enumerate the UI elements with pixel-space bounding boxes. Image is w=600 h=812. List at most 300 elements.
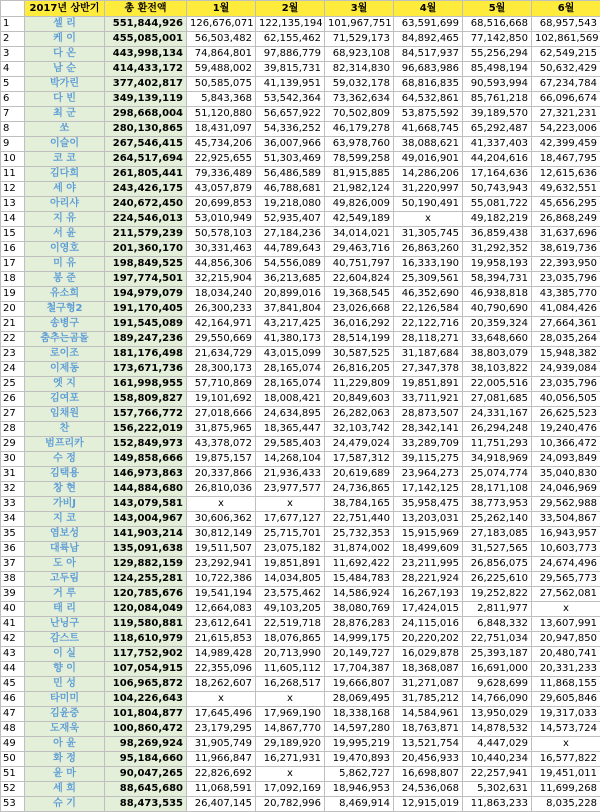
monthly-amount-cell: 126,676,071 <box>187 17 256 32</box>
monthly-amount-cell: 13,521,754 <box>394 737 463 752</box>
rank-cell: 15 <box>1 227 25 242</box>
monthly-amount-cell: 16,698,807 <box>394 767 463 782</box>
monthly-amount-cell: x <box>256 497 325 512</box>
monthly-amount-cell: 16,691,000 <box>463 662 532 677</box>
monthly-amount-cell: 26,856,075 <box>463 557 532 572</box>
monthly-amount-cell: 34,918,969 <box>463 452 532 467</box>
streamer-name-cell: 김여포 <box>25 392 105 407</box>
monthly-amount-cell: 14,034,805 <box>256 572 325 587</box>
monthly-amount-cell: 52,935,407 <box>256 212 325 227</box>
total-amount-cell: 551,844,926 <box>105 17 187 32</box>
monthly-amount-cell: 26,294,248 <box>463 422 532 437</box>
total-amount-cell: 119,580,881 <box>105 617 187 632</box>
monthly-amount-cell: 14,867,770 <box>256 722 325 737</box>
monthly-amount-cell: 9,628,699 <box>463 677 532 692</box>
monthly-amount-cell: 11,868,155 <box>532 677 600 692</box>
monthly-amount-cell: 22,751,440 <box>325 512 394 527</box>
total-amount-cell: 349,139,119 <box>105 92 187 107</box>
monthly-amount-cell: 10,440,234 <box>463 752 532 767</box>
monthly-amount-cell: 25,715,701 <box>256 527 325 542</box>
monthly-amount-cell: 28,069,495 <box>325 692 394 707</box>
total-amount-cell: 161,998,955 <box>105 377 187 392</box>
monthly-amount-cell: 19,511,507 <box>187 542 256 557</box>
monthly-amount-cell: 84,892,465 <box>394 32 463 47</box>
monthly-amount-cell: 22,355,096 <box>187 662 256 677</box>
rank-cell: 5 <box>1 77 25 92</box>
rank-cell: 41 <box>1 617 25 632</box>
monthly-amount-cell: 19,541,194 <box>187 587 256 602</box>
monthly-amount-cell: 31,785,212 <box>394 692 463 707</box>
streamer-name-cell: 범프리카 <box>25 437 105 452</box>
streamer-name-cell: 지 코 <box>25 512 105 527</box>
streamer-name-cell: 슈 기 <box>25 797 105 812</box>
monthly-amount-cell: 13,203,031 <box>394 512 463 527</box>
monthly-amount-cell: 28,342,141 <box>394 422 463 437</box>
monthly-amount-cell: 10,722,386 <box>187 572 256 587</box>
monthly-amount-cell: 29,463,716 <box>325 242 394 257</box>
monthly-amount-cell: 64,532,861 <box>394 92 463 107</box>
monthly-amount-cell: 27,347,378 <box>394 362 463 377</box>
rank-cell: 3 <box>1 47 25 62</box>
table-row <box>1 482 600 497</box>
monthly-amount-cell: 68,816,835 <box>394 77 463 92</box>
monthly-amount-cell: 38,619,736 <box>532 242 600 257</box>
monthly-amount-cell: 21,634,729 <box>187 347 256 362</box>
streamer-name-cell: 다 빈 <box>25 92 105 107</box>
streamer-name-cell: 지 유 <box>25 212 105 227</box>
table-row <box>1 362 600 377</box>
streamer-name-cell: 송병구 <box>25 317 105 332</box>
monthly-amount-cell: 42,164,971 <box>187 317 256 332</box>
monthly-amount-cell: 28,035,264 <box>532 332 600 347</box>
monthly-amount-cell: 26,625,523 <box>532 407 600 422</box>
rank-cell: 1 <box>1 17 25 32</box>
total-amount-cell: 198,849,525 <box>105 257 187 272</box>
streamer-name-cell: 수 정 <box>25 452 105 467</box>
monthly-amount-cell: 26,300,233 <box>187 302 256 317</box>
monthly-amount-cell: 77,142,850 <box>463 32 532 47</box>
monthly-amount-cell: 17,969,190 <box>256 707 325 722</box>
total-amount-cell: 201,360,170 <box>105 242 187 257</box>
monthly-amount-cell: 40,751,797 <box>325 257 394 272</box>
table-row <box>1 332 600 347</box>
monthly-amount-cell: 29,605,846 <box>532 692 600 707</box>
monthly-amount-cell: 23,964,273 <box>394 467 463 482</box>
monthly-amount-cell: 79,336,489 <box>187 167 256 182</box>
monthly-amount-cell: 18,008,421 <box>256 392 325 407</box>
monthly-amount-cell: 31,292,352 <box>463 242 532 257</box>
monthly-amount-cell: 8,035,228 <box>532 797 600 812</box>
monthly-amount-cell: 16,267,193 <box>394 587 463 602</box>
monthly-amount-cell: 50,578,103 <box>187 227 256 242</box>
monthly-amount-cell: 17,645,496 <box>187 707 256 722</box>
total-amount-cell: 240,672,450 <box>105 197 187 212</box>
monthly-amount-cell: 26,863,260 <box>394 242 463 257</box>
monthly-amount-cell: 51,120,880 <box>187 107 256 122</box>
monthly-amount-cell: 50,585,075 <box>187 77 256 92</box>
monthly-amount-cell: 4,447,029 <box>463 737 532 752</box>
table-row <box>1 197 600 212</box>
monthly-amount-cell: 39,115,275 <box>394 452 463 467</box>
monthly-amount-cell: 19,666,807 <box>325 677 394 692</box>
table-row <box>1 257 600 272</box>
monthly-amount-cell: 12,664,083 <box>187 602 256 617</box>
monthly-amount-cell: 21,615,853 <box>187 632 256 647</box>
monthly-amount-cell: 31,220,997 <box>394 182 463 197</box>
monthly-amount-cell: 16,577,822 <box>532 752 600 767</box>
total-amount-cell: 158,809,827 <box>105 392 187 407</box>
monthly-amount-cell: 18,946,953 <box>325 782 394 797</box>
monthly-amount-cell: 5,843,368 <box>187 92 256 107</box>
total-amount-cell: 157,766,772 <box>105 407 187 422</box>
monthly-amount-cell: 28,165,074 <box>256 377 325 392</box>
table-row <box>1 122 600 137</box>
monthly-amount-cell: 22,751,034 <box>463 632 532 647</box>
monthly-amount-cell: 59,032,178 <box>325 77 394 92</box>
rank-cell: 51 <box>1 767 25 782</box>
monthly-amount-cell: 70,502,809 <box>325 107 394 122</box>
monthly-amount-cell: 10,366,472 <box>532 437 600 452</box>
total-amount-cell: 124,255,281 <box>105 572 187 587</box>
rank-cell: 4 <box>1 62 25 77</box>
table-row <box>1 707 600 722</box>
monthly-amount-cell: 38,803,079 <box>463 347 532 362</box>
total-amount-cell: 280,130,865 <box>105 122 187 137</box>
monthly-amount-cell: 23,035,796 <box>532 272 600 287</box>
monthly-amount-cell: 19,252,822 <box>463 587 532 602</box>
rank-cell: 13 <box>1 197 25 212</box>
monthly-amount-cell: 32,103,742 <box>325 422 394 437</box>
monthly-amount-cell: 31,905,749 <box>187 737 256 752</box>
monthly-amount-cell: 21,982,124 <box>325 182 394 197</box>
monthly-amount-cell: 38,103,822 <box>463 362 532 377</box>
rank-cell: 48 <box>1 722 25 737</box>
total-amount-cell: 88,473,535 <box>105 797 187 812</box>
table-row <box>1 797 600 812</box>
monthly-amount-cell: 26,225,610 <box>463 572 532 587</box>
rank-cell: 49 <box>1 737 25 752</box>
total-amount-cell: 298,668,004 <box>105 107 187 122</box>
rank-cell: 35 <box>1 527 25 542</box>
monthly-amount-cell: 15,915,969 <box>394 527 463 542</box>
rank-cell: 30 <box>1 452 25 467</box>
monthly-amount-cell: 27,081,685 <box>463 392 532 407</box>
total-amount-cell: 377,402,817 <box>105 77 187 92</box>
monthly-amount-cell: 59,488,002 <box>187 62 256 77</box>
monthly-amount-cell: 18,467,795 <box>532 152 600 167</box>
table-row <box>1 32 600 47</box>
monthly-amount-cell: 32,215,904 <box>187 272 256 287</box>
streamer-name-cell: 이슬이 <box>25 137 105 152</box>
table-row <box>1 752 600 767</box>
rank-cell: 36 <box>1 542 25 557</box>
monthly-amount-cell: 54,336,252 <box>256 122 325 137</box>
monthly-amount-cell: 11,229,809 <box>325 377 394 392</box>
monthly-amount-cell: 78,599,258 <box>325 152 394 167</box>
monthly-amount-cell: 24,634,895 <box>256 407 325 422</box>
monthly-amount-cell: 46,938,818 <box>463 287 532 302</box>
total-amount-cell: 267,546,415 <box>105 137 187 152</box>
rank-cell: 32 <box>1 482 25 497</box>
monthly-amount-cell: 49,103,205 <box>256 602 325 617</box>
rank-cell: 50 <box>1 752 25 767</box>
monthly-amount-cell: 101,967,751 <box>325 17 394 32</box>
monthly-amount-cell: 68,957,543 <box>532 17 600 32</box>
monthly-amount-cell: 5,302,631 <box>463 782 532 797</box>
monthly-amount-cell: 17,092,169 <box>256 782 325 797</box>
rank-cell: 7 <box>1 107 25 122</box>
rank-cell: 34 <box>1 512 25 527</box>
streamer-name-cell: 아 윤 <box>25 737 105 752</box>
streamer-name-cell: 엣 지 <box>25 377 105 392</box>
monthly-amount-cell: 62,549,215 <box>532 47 600 62</box>
rank-cell: 19 <box>1 287 25 302</box>
monthly-amount-cell: 49,632,551 <box>532 182 600 197</box>
total-amount-cell: 120,084,049 <box>105 602 187 617</box>
monthly-amount-cell: 18,262,607 <box>187 677 256 692</box>
month-header-feb: 2월 <box>256 1 325 17</box>
monthly-amount-cell: 68,516,668 <box>463 17 532 32</box>
rank-cell: 21 <box>1 317 25 332</box>
monthly-amount-cell: 50,190,491 <box>394 197 463 212</box>
monthly-amount-cell: 36,016,292 <box>325 317 394 332</box>
monthly-amount-cell: 19,240,476 <box>532 422 600 437</box>
monthly-amount-cell: 53,542,364 <box>256 92 325 107</box>
monthly-amount-cell: 18,368,087 <box>394 662 463 677</box>
streamer-name-cell: 로이조 <box>25 347 105 362</box>
monthly-amount-cell: 29,550,669 <box>187 332 256 347</box>
monthly-amount-cell: 22,126,584 <box>394 302 463 317</box>
monthly-amount-cell: 11,966,847 <box>187 752 256 767</box>
monthly-amount-cell: 43,057,879 <box>187 182 256 197</box>
total-amount-cell: 146,973,863 <box>105 467 187 482</box>
monthly-amount-cell: 33,504,867 <box>532 512 600 527</box>
table-row <box>1 287 600 302</box>
total-amount-cell: 181,176,498 <box>105 347 187 362</box>
monthly-amount-cell: 22,393,950 <box>532 257 600 272</box>
total-amount-cell: 211,579,239 <box>105 227 187 242</box>
table-row <box>1 467 600 482</box>
monthly-amount-cell: 18,365,447 <box>256 422 325 437</box>
total-amount-cell: 107,054,915 <box>105 662 187 677</box>
monthly-amount-cell: 14,766,090 <box>463 692 532 707</box>
rank-cell: 38 <box>1 572 25 587</box>
rank-cell: 42 <box>1 632 25 647</box>
monthly-amount-cell: 54,556,089 <box>256 257 325 272</box>
rank-cell: 29 <box>1 437 25 452</box>
monthly-amount-cell: 16,029,878 <box>394 647 463 662</box>
monthly-amount-cell: x <box>256 767 325 782</box>
monthly-amount-cell: 25,393,187 <box>463 647 532 662</box>
monthly-amount-cell: 23,035,796 <box>532 377 600 392</box>
monthly-amount-cell: 28,514,199 <box>325 332 394 347</box>
monthly-amount-cell: 27,664,361 <box>532 317 600 332</box>
monthly-amount-cell: 23,292,941 <box>187 557 256 572</box>
streamer-name-cell: 찬 <box>25 422 105 437</box>
monthly-amount-cell: 55,081,722 <box>463 197 532 212</box>
monthly-amount-cell: 18,763,871 <box>394 722 463 737</box>
monthly-amount-cell: 43,378,072 <box>187 437 256 452</box>
monthly-amount-cell: 19,851,891 <box>256 557 325 572</box>
monthly-amount-cell: 43,385,770 <box>532 287 600 302</box>
monthly-amount-cell: x <box>256 692 325 707</box>
monthly-amount-cell: x <box>394 212 463 227</box>
table-row <box>1 497 600 512</box>
monthly-amount-cell: 71,529,173 <box>325 32 394 47</box>
monthly-amount-cell: 54,223,006 <box>532 122 600 137</box>
monthly-amount-cell: 40,056,505 <box>532 392 600 407</box>
monthly-amount-cell: 18,338,168 <box>325 707 394 722</box>
monthly-amount-cell: 25,732,353 <box>325 527 394 542</box>
rank-cell: 10 <box>1 152 25 167</box>
streamer-name-cell: 대륙남 <box>25 542 105 557</box>
total-amount-cell: 156,222,019 <box>105 422 187 437</box>
monthly-amount-cell: 33,289,709 <box>394 437 463 452</box>
total-amount-cell: 443,998,134 <box>105 47 187 62</box>
rank-cell: 18 <box>1 272 25 287</box>
monthly-amount-cell: 13,950,029 <box>463 707 532 722</box>
streamer-name-cell: 봉 준 <box>25 272 105 287</box>
table-row <box>1 602 600 617</box>
rank-cell: 14 <box>1 212 25 227</box>
total-amount-cell: 189,247,236 <box>105 332 187 347</box>
monthly-amount-cell: 20,331,233 <box>532 662 600 677</box>
monthly-amount-cell: 122,135,194 <box>256 17 325 32</box>
total-amount-cell: 414,433,172 <box>105 62 187 77</box>
monthly-amount-cell: 25,074,774 <box>463 467 532 482</box>
monthly-amount-cell: 20,899,016 <box>256 287 325 302</box>
monthly-amount-cell: 26,407,145 <box>187 797 256 812</box>
monthly-amount-cell: 46,352,690 <box>394 287 463 302</box>
monthly-amount-cell: 17,587,312 <box>325 452 394 467</box>
streamer-name-cell: 최 군 <box>25 107 105 122</box>
monthly-amount-cell: 18,499,609 <box>394 542 463 557</box>
monthly-amount-cell: 19,995,219 <box>325 737 394 752</box>
monthly-amount-cell: 27,183,085 <box>463 527 532 542</box>
rank-cell: 46 <box>1 692 25 707</box>
monthly-amount-cell: 49,016,901 <box>394 152 463 167</box>
table-row <box>1 722 600 737</box>
monthly-amount-cell: 24,736,865 <box>325 482 394 497</box>
monthly-amount-cell: 41,668,745 <box>394 122 463 137</box>
monthly-amount-cell: 14,878,532 <box>463 722 532 737</box>
monthly-amount-cell: x <box>532 602 600 617</box>
monthly-amount-cell: 36,213,685 <box>256 272 325 287</box>
streamer-name-cell: 임채원 <box>25 407 105 422</box>
monthly-amount-cell: 12,915,019 <box>394 797 463 812</box>
monthly-amount-cell: 19,851,891 <box>394 377 463 392</box>
monthly-amount-cell: 19,958,193 <box>463 257 532 272</box>
monthly-amount-cell: 14,286,206 <box>394 167 463 182</box>
streamer-name-cell: 춤추는곰돌 <box>25 332 105 347</box>
monthly-amount-cell: 19,470,893 <box>325 752 394 767</box>
monthly-amount-cell: 53,875,592 <box>394 107 463 122</box>
rank-cell: 33 <box>1 497 25 512</box>
streamer-name-cell: 창 현 <box>25 482 105 497</box>
monthly-amount-cell: 81,915,885 <box>325 167 394 182</box>
total-amount-cell: 144,884,680 <box>105 482 187 497</box>
monthly-amount-cell: 14,989,428 <box>187 647 256 662</box>
table-row <box>1 782 600 797</box>
monthly-amount-cell: 43,015,099 <box>256 347 325 362</box>
rank-cell: 37 <box>1 557 25 572</box>
streamer-name-cell: 셀 리 <box>25 17 105 32</box>
table-row <box>1 77 600 92</box>
monthly-amount-cell: 15,948,382 <box>532 347 600 362</box>
monthly-amount-cell: 24,046,969 <box>532 482 600 497</box>
monthly-amount-cell: 90,593,994 <box>463 77 532 92</box>
rank-cell: 22 <box>1 332 25 347</box>
monthly-amount-cell: 20,849,603 <box>325 392 394 407</box>
month-header-apr: 4월 <box>394 1 463 17</box>
monthly-amount-cell: 16,943,957 <box>532 527 600 542</box>
month-header-may: 5월 <box>463 1 532 17</box>
rank-cell: 44 <box>1 662 25 677</box>
table-row <box>1 677 600 692</box>
monthly-amount-cell: 33,711,921 <box>394 392 463 407</box>
table-row <box>1 557 600 572</box>
rank-cell: 8 <box>1 122 25 137</box>
monthly-amount-cell: 27,562,081 <box>532 587 600 602</box>
table-row <box>1 167 600 182</box>
table-row <box>1 377 600 392</box>
table-row <box>1 152 600 167</box>
monthly-amount-cell: 20,619,689 <box>325 467 394 482</box>
monthly-amount-cell: 16,271,931 <box>256 752 325 767</box>
rank-cell: 25 <box>1 377 25 392</box>
streamer-name-cell: 철구형2 <box>25 302 105 317</box>
monthly-amount-cell: 14,586,924 <box>325 587 394 602</box>
monthly-amount-cell: 58,394,731 <box>463 272 532 287</box>
rank-cell: 12 <box>1 182 25 197</box>
table-row <box>1 617 600 632</box>
monthly-amount-cell: 11,699,268 <box>532 782 600 797</box>
streamer-name-cell: 케 이 <box>25 32 105 47</box>
monthly-amount-cell: 20,699,853 <box>187 197 256 212</box>
total-amount-cell: 261,805,441 <box>105 167 187 182</box>
monthly-amount-cell: 11,751,293 <box>463 437 532 452</box>
rank-cell: 9 <box>1 137 25 152</box>
total-amount-cell: 98,269,924 <box>105 737 187 752</box>
rank-cell: 53 <box>1 797 25 812</box>
monthly-amount-cell: 30,812,149 <box>187 527 256 542</box>
rank-cell: 24 <box>1 362 25 377</box>
monthly-amount-cell: 39,189,570 <box>463 107 532 122</box>
streamer-name-cell: 코 코 <box>25 152 105 167</box>
monthly-amount-cell: 28,221,924 <box>394 572 463 587</box>
monthly-amount-cell: x <box>187 692 256 707</box>
month-header-mar: 3월 <box>325 1 394 17</box>
total-amount-cell: 455,085,001 <box>105 32 187 47</box>
period-header: 2017년 상반기 <box>25 1 105 17</box>
streamer-name-cell: 향 이 <box>25 662 105 677</box>
monthly-amount-cell: 38,784,165 <box>325 497 394 512</box>
monthly-amount-cell: 50,632,429 <box>532 62 600 77</box>
monthly-amount-cell: 56,503,482 <box>187 32 256 47</box>
monthly-amount-cell: 45,734,206 <box>187 137 256 152</box>
monthly-amount-cell: 50,743,943 <box>463 182 532 197</box>
total-amount-cell: 141,903,214 <box>105 527 187 542</box>
monthly-amount-cell: 36,859,438 <box>463 227 532 242</box>
monthly-amount-cell: 37,841,804 <box>256 302 325 317</box>
total-amount-cell: 194,979,079 <box>105 287 187 302</box>
month-header-jan: 1월 <box>187 1 256 17</box>
streamer-name-cell: 세 야 <box>25 182 105 197</box>
total-amount-cell: 173,671,736 <box>105 362 187 377</box>
monthly-amount-cell: 42,399,459 <box>532 137 600 152</box>
monthly-amount-cell: 20,782,996 <box>256 797 325 812</box>
monthly-amount-cell: 65,292,487 <box>463 122 532 137</box>
